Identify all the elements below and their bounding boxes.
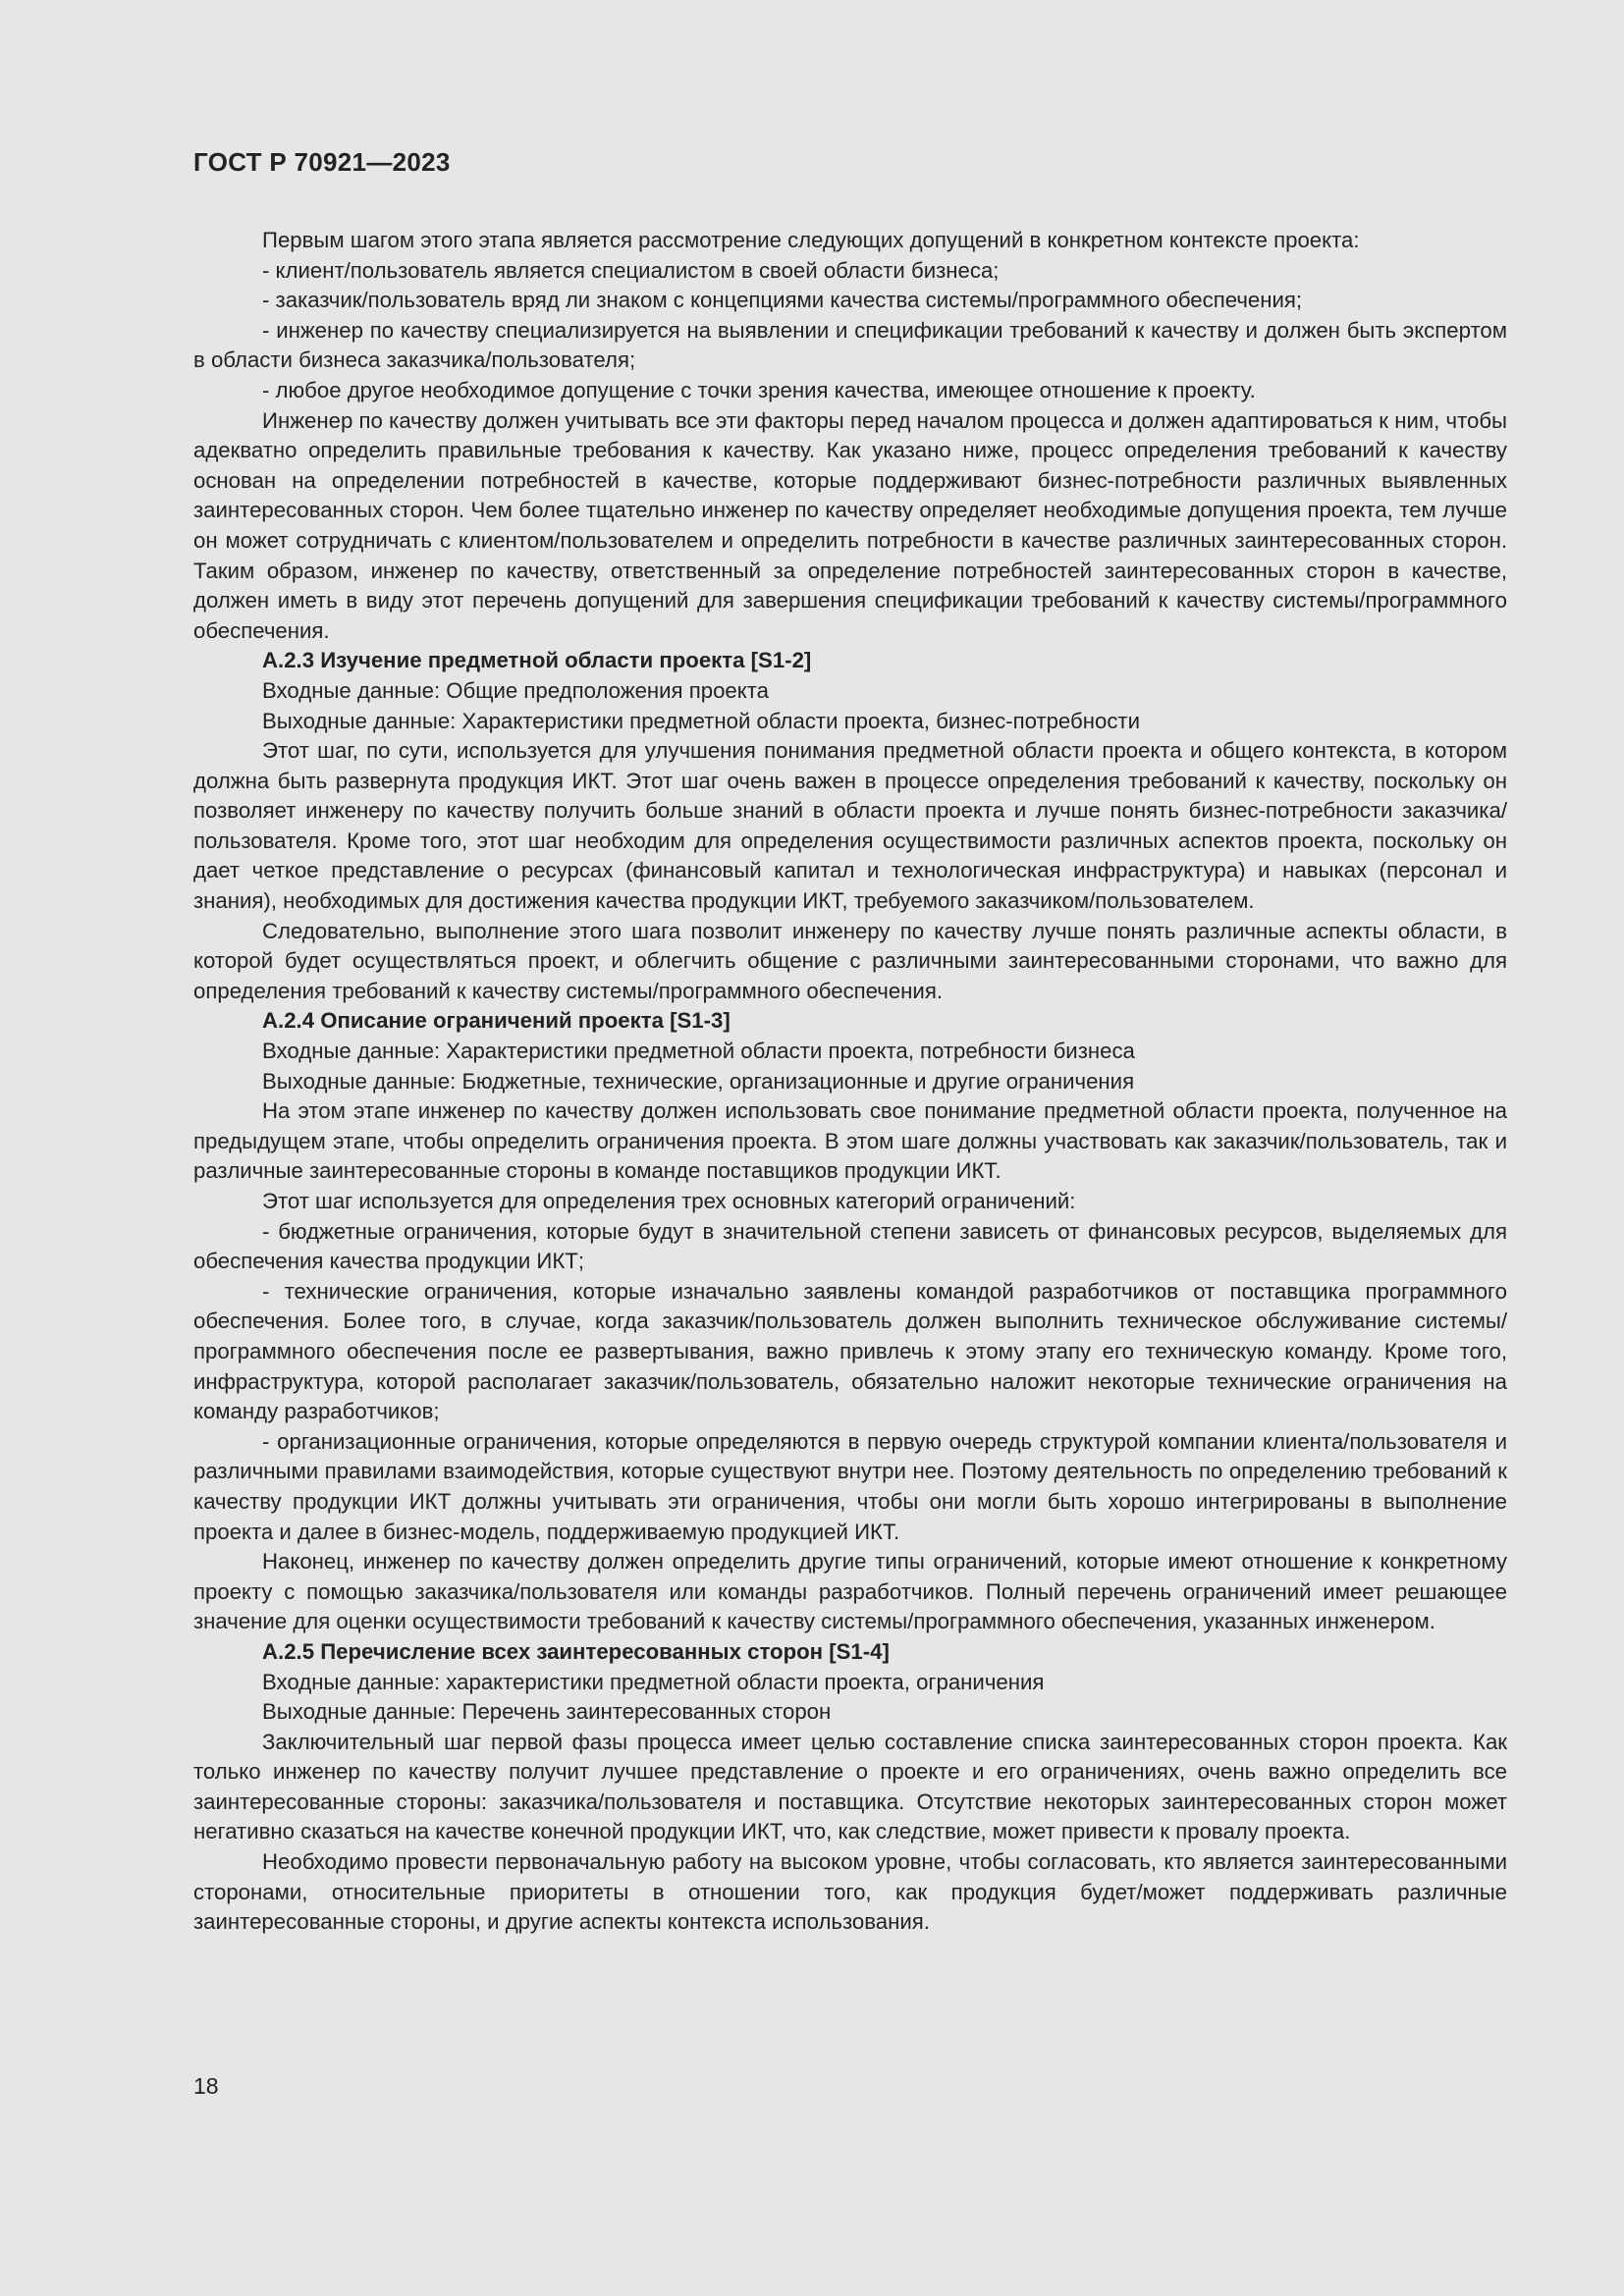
- intro-paragraph: Первым шагом этого этапа является рассмотрение следующих допущений в конкретном контексте проекта:: [262, 228, 1360, 252]
- section-heading-a25: А.2.5 Перечисление всех заинтересованных сторон [S1-4]: [262, 1638, 890, 1664]
- body-paragraph: Необходимо провести первоначальную работу на высоком уровне, чтобы согласовать, кто является заинтересованными сторонами, относительные приоритеты в отношении того, как продукция будет/может поддерживать различные заинтересованные стороны, и другие аспекты контекста использования.: [193, 1849, 1507, 1935]
- section-heading-a23: А.2.3 Изучение предметной области проекта [S1-2]: [262, 648, 812, 673]
- body-paragraph: Наконец, инженер по качеству должен определить другие типы ограничений, которые имеют отношение к конкретному проекту с помощью заказчика/пользователя или команды разработчиков. Полный перечень ограничений имеет решающее значение для оценки осуществимости требований к качеству системы/программного обеспечения, указанных инженером.: [193, 1549, 1507, 1634]
- output-data-line: Выходные данные: Перечень заинтересованных сторон: [262, 1699, 832, 1725]
- list-item: - любое другое необходимое допущение с точки зрения качества, имеющее отношение к проекту.: [262, 377, 1256, 402]
- section-heading-a24: А.2.4 Описание ограничений проекта [S1-3]: [262, 1008, 731, 1034]
- list-item: - заказчик/пользователь вряд ли знаком с концепциями качества системы/программного обеспечения;: [262, 288, 1303, 313]
- list-item: - клиент/пользователь является специалистом в своей области бизнеса;: [262, 257, 1000, 283]
- output-data-line: Выходные данные: Характеристики предметной области проекта, бизнес-потребности: [262, 708, 1140, 733]
- list-item: - технические ограничения, которые изначально заявлены командой разработчиков от поставщика программного обеспечения. Более того, в случае, когда заказчик/пользователь должен выполнить техническое обслуживание системы/программного обеспечения после ее развертывания, важно привлечь к этому этапу его техническую команду. Кроме того, инфраструктура, которой располагает заказчик/пользователь, обязательно наложит некоторые технические ограничения на команду разработчиков;: [193, 1278, 1507, 1424]
- input-data-line: Входные данные: Характеристики предметной области проекта, потребности бизнеса: [262, 1039, 1135, 1064]
- list-item: - бюджетные ограничения, которые будут в значительной степени зависеть от финансовых ресурсов, выделяемых для обеспечения качества продукции ИКТ;: [193, 1218, 1507, 1274]
- body-paragraph: Этот шаг, по сути, используется для улучшения понимания предметной области проекта и общего контекста, в котором должна быть развернута продукция ИКТ. Этот шаг очень важен в процессе определения требований к качеству, поскольку он позволяет инженеру по качеству получить больше знаний в области проекта и лучше понять бизнес-потребности заказчика/пользователя. Кроме того, этот шаг необходим для определения осуществимости различных аспектов проекта, поскольку он дает четкое представление о ресурсах (финансовый капитал и технологическая инфраструктура) и навыках (персонал и знания), необходимых для достижения качества продукции ИКТ, требуемого заказчиком/пользователем.: [193, 738, 1507, 914]
- body-paragraph: На этом этапе инженер по качеству должен использовать свое понимание предметной области проекта, полученное на предыдущем этапе, чтобы определить ограничения проекта. В этом шаге должны участвовать как заказчик/пользователь, так и различные заинтересованные стороны в команде поставщиков продукции ИКТ.: [193, 1098, 1507, 1184]
- list-item: - инженер по качеству специализируется на выявлении и спецификации требований к качеству и должен быть экспертом в области бизнеса заказчика/пользователя;: [193, 317, 1507, 373]
- body-paragraph: Этот шаг используется для определения трех основных категорий ограничений:: [262, 1189, 1076, 1213]
- document-body: [193, 226, 1507, 1938]
- output-data-line: Выходные данные: Бюджетные, технические, организационные и другие ограничения: [262, 1068, 1135, 1094]
- document-header: ГОСТ Р 70921—2023: [193, 147, 451, 177]
- body-paragraph: Заключительный шаг первой фазы процесса имеет целью составление списка заинтересованных сторон проекта. Как только инженер по качеству получит лучшее представление о проекте и его ограничениях, очень важно определить все заинтересованные стороны: заказчика/пользователя и поставщика. Отсутствие некоторых заинтересованных сторон может негативно сказаться на качестве конечной продукции ИКТ, что, как следствие, может привести к провалу проекта.: [193, 1729, 1507, 1844]
- input-data-line: Входные данные: Общие предположения проекта: [262, 677, 769, 703]
- body-paragraph: Инженер по качеству должен учитывать все эти факторы перед началом процесса и должен адаптироваться к ним, чтобы адекватно определить правильные требования к качеству. Как указано ниже, процесс определения требований к качеству основан на определении потребностей в качестве, которые поддерживают бизнес-потребности различных выявленных заинтересованных сторон. Чем более тщательно инженер по качеству определяет необходимые допущения проекта, тем лучше он может сотрудничать с клиентом/пользователем и определить потребности в качестве различных заинтересованных сторон. Таким образом, инженер по качеству, ответственный за определение потребностей заинтересованных сторон в качестве, должен иметь в виду этот перечень допущений для завершения спецификации требований к качеству системы/программного обеспечения.: [193, 407, 1507, 643]
- page-number: 18: [193, 2073, 219, 2099]
- input-data-line: Входные данные: характеристики предметной области проекта, ограничения: [262, 1669, 1045, 1694]
- body-paragraph: Следовательно, выполнение этого шага позволит инженеру по качеству лучше понять различные аспекты области, в которой будет осуществляться проект, и облегчить общение с различными заинтересованными сторонами, что важно для определения требований к качеству системы/программного обеспечения.: [193, 918, 1507, 1003]
- list-item: - организационные ограничения, которые определяются в первую очередь структурой компании клиента/пользователя и различными правилами взаимодействия, которые существуют внутри нее. Поэтому деятельность по определению требований к качеству продукции ИКТ должны учитывать эти ограничения, чтобы они могли быть хорошо интегрированы в выполнение проекта и далее в бизнес-модель, поддерживаемую продукцией ИКТ.: [193, 1428, 1507, 1544]
